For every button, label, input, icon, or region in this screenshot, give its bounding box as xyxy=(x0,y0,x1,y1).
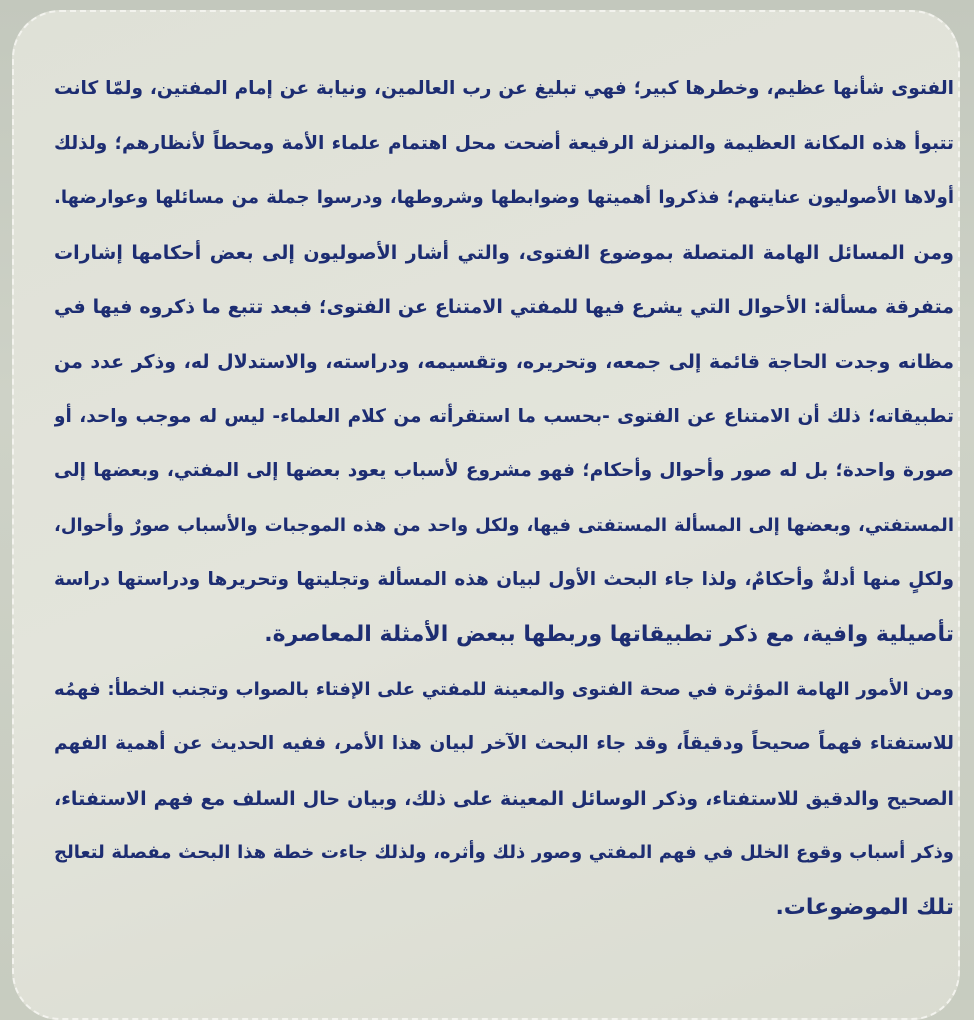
paragraph-end-line: تأصيلية وافية، مع ذكر تطبيقاتها وربطها ببعض الأمثلة المعاصرة. xyxy=(264,621,954,647)
text-line: ومن المسائل الهامة المتصلة بموضوع الفتوى، والتي أشار الأصوليون إلى بعض أحكامها إشارات xyxy=(54,241,954,264)
text-line: مظانه وجدت الحاجة قائمة إلى جمعه، وتحريره، وتقسيمه، ودراسته، والاستدلال له، وذكر عدد من xyxy=(54,350,954,373)
text-line: تطبيقاته؛ ذلك أن الامتناع عن الفتوى -بحسب ما استقرأته من كلام العلماء- ليس له موجب واحد، أو xyxy=(54,405,954,427)
text-line: ومن الأمور الهامة المؤثرة في صحة الفتوى والمعينة للمفتي على الإفتاء بالصواب وتجنب الخطأ: فهمُه xyxy=(54,678,954,700)
text-line: صورة واحدة؛ بل له صور وأحوال وأحكام؛ فهو مشروع لأسباب يعود بعضها إلى المفتي، وبعضها إلى xyxy=(54,460,954,482)
text-line: وذكر أسباب وقوع الخلل في فهم المفتي وصور ذلك وأثره، ولذلك جاءت خطة هذا البحث مفصلة لتعالج xyxy=(54,842,954,864)
text-line: المستفتي، وبعضها إلى المسألة المستفتى فيها، ولكل واحد من هذه الموجبات والأسباب صورٌ وأحوال، xyxy=(54,514,954,536)
text-line: ولكلٍ منها أدلةٌ وأحكامٌ، ولذا جاء البحث الأول لبيان هذه المسألة وتجليتها وتحريرها ودراستها دراسة xyxy=(54,569,954,591)
text-line: للاستفتاء فهماً صحيحاً ودقيقاً، وقد جاء البحث الآخر لبيان هذا الأمر، ففيه الحديث عن أهمية الفهم xyxy=(54,733,954,755)
text-line: الفتوى شأنها عظيم، وخطرها كبير؛ فهي تبليغ عن رب العالمين، ونيابة عن إمام المفتين، ولمّا كانت xyxy=(54,78,954,99)
text-line: أولاها الأصوليون عنايتهم؛ فذكروا أهميتها وضوابطها وشروطها، ودرسوا جملة من مسائلها وعوارضها. xyxy=(54,187,954,209)
text-line: تتبوأ هذه المكانة العظيمة والمنزلة الرفيعة أضحت محل اهتمام علماء الأمة ومحطاً لأنظارهم؛ ولذلك xyxy=(54,132,954,154)
text-line: الصحيح والدقيق للاستفتاء، وذكر الوسائل المعينة على ذلك، وبيان حال السلف مع فهم الاستفتاء، xyxy=(54,787,954,810)
paragraph-end-line: تلك الموضوعات. xyxy=(775,894,954,920)
text-line: متفرقة مسألة: الأحوال التي يشرع فيها للمفتي الامتناع عن الفتوى؛ فبعد تتبع ما ذكروه فيها في xyxy=(54,296,954,319)
body-text xyxy=(54,62,954,936)
text-card xyxy=(12,10,960,1020)
